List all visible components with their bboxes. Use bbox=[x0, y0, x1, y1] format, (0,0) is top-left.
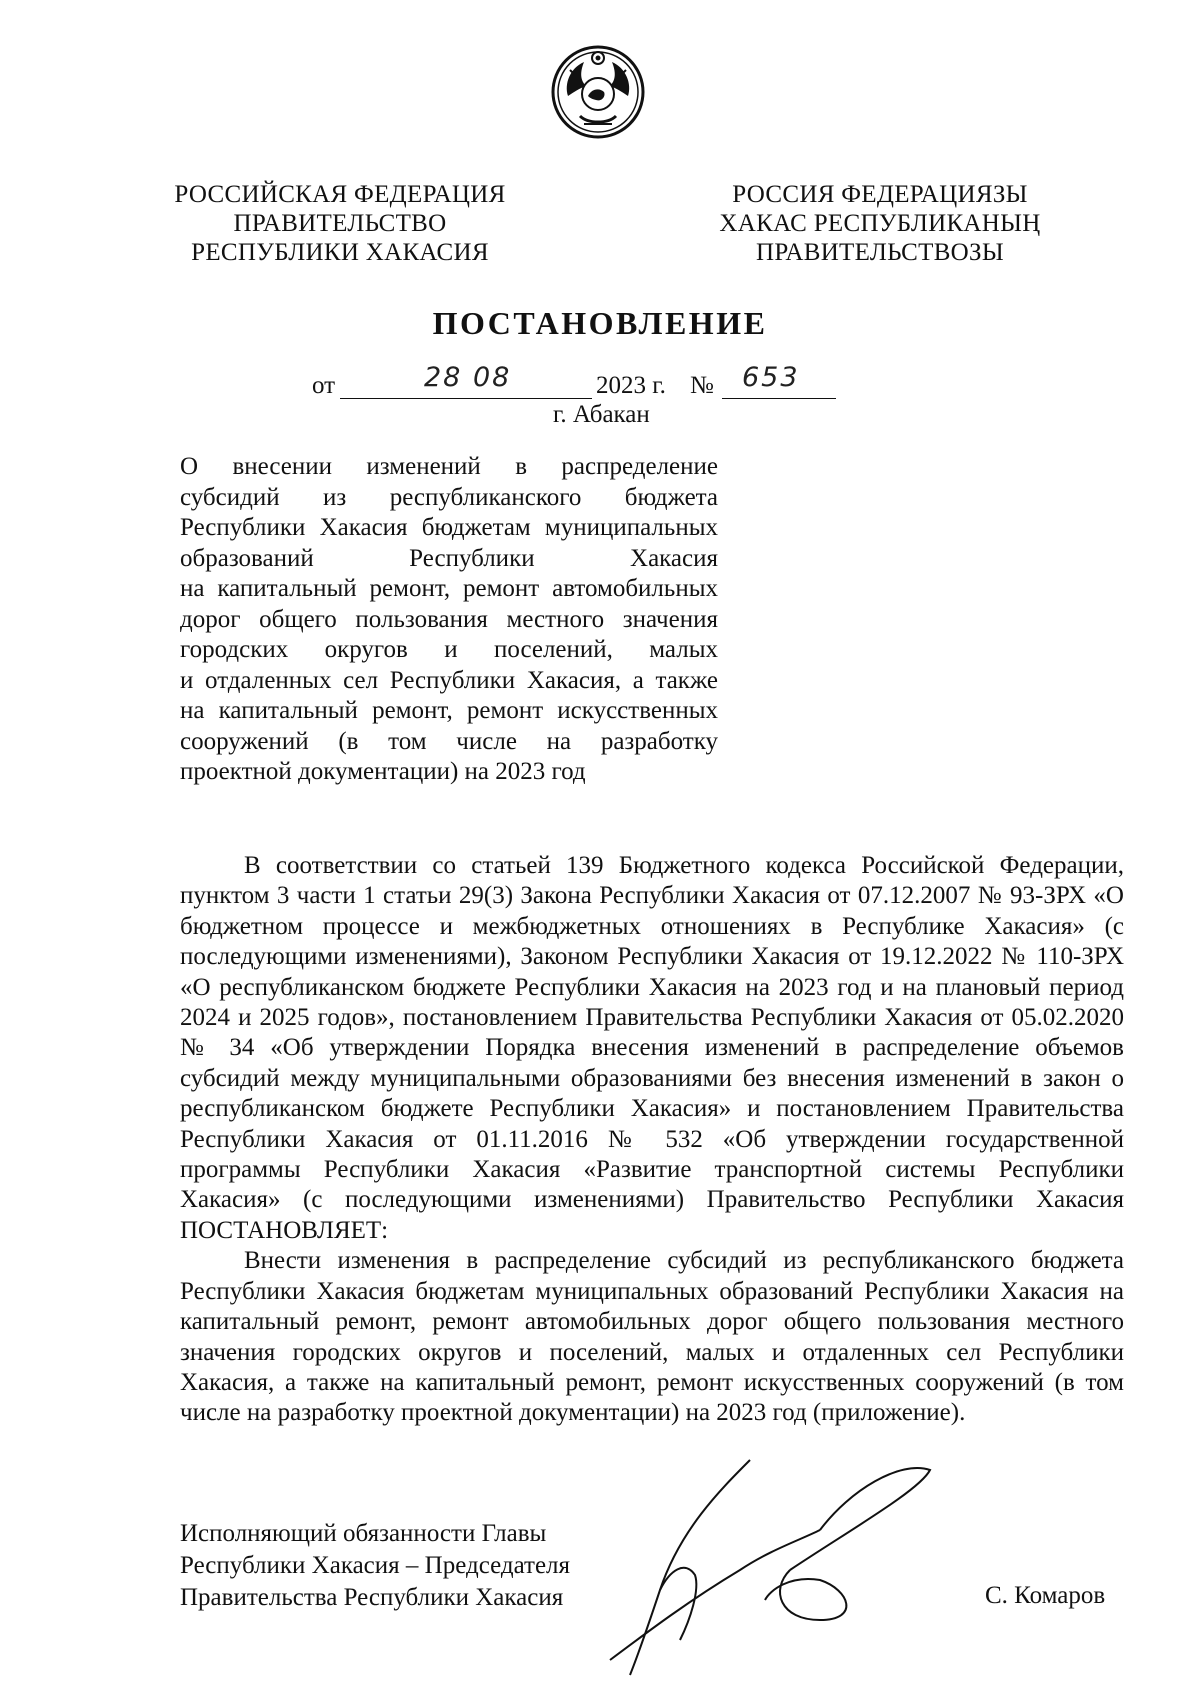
header-left-line: ПРАВИТЕЛЬСТВО bbox=[233, 210, 447, 237]
city-label: г. Абакан bbox=[553, 401, 650, 428]
header-right-block bbox=[700, 180, 1060, 267]
document-subject bbox=[180, 452, 718, 788]
signer-position-line: Правительства Республики Хакасия bbox=[180, 1584, 564, 1611]
subject-line: городских округов и поселений, малых bbox=[180, 636, 718, 663]
year-label: 2023 г. bbox=[596, 372, 666, 399]
signer-position-line: Исполняющий обязанности Главы bbox=[180, 1520, 547, 1547]
body-paragraph: В соответствии со статьей 139 Бюджетного кодекса Российской Федерации, пунктом 3 части 1 статьи 29(3) Закона Республики Хакасия от 07.12.2007 № 93-ЗРХ «О бюджетном процессе и межбюджетных отношениях в Республике Хакасия» (с последующими изменениями), Законом Республики Хакасия от 19.12.2022 № 110-ЗРХ «О республиканском бюджете Республики Хакасия на 2023 год и на плановый период 2024 и 2025 годов», постановлением Правительства Республики Хакасия от 05.02.2020 № 34 «Об утверждении Порядка внесения изменений в распределение объемов субсидий между муниципальными образованиями без внесения изменений в закон о республиканском бюджете Республики Хакасия» и постановлением Правительства Республики Хакасия от 01.11.2016 № 532 «Об утверждении государственной программы Республики Хакасия «Развитие транспортной системы Республики Хакасия» (с последующими изменениями) Правительство Республики Хакасия ПОСТАНОВЛЯЕТ: bbox=[180, 852, 1124, 1244]
subject-line: дорог общего пользования местного значения bbox=[180, 605, 718, 633]
date-number-line bbox=[312, 362, 912, 402]
subject-line: на капитальный ремонт, ремонт искусственных bbox=[180, 697, 718, 724]
header-left-block bbox=[160, 180, 520, 267]
signer-name: С. Комаров bbox=[985, 1582, 1106, 1609]
subject-line: О внесении изменений в распределение bbox=[180, 453, 718, 480]
subject-line: сооружений (в том числе на разработку bbox=[180, 727, 718, 755]
document-body bbox=[180, 851, 1124, 1429]
body-paragraph: Внести изменения в распределение субсидий из республиканского бюджета Республики Хакасия бюджетам муниципальных образований Республики Хакасия на капитальный ремонт, ремонт автомобильных дорог общего пользования местного значения городских округов и поселений, малых и отдаленных сел Республики Хакасия, а также на капитальный ремонт, ремонт искусственных сооружений (в том числе на разработку проектной документации) на 2023 год (приложение). bbox=[180, 1247, 1124, 1427]
subject-line: субсидий из республиканского бюджета bbox=[180, 483, 718, 511]
subject-line: и отдаленных сел Республики Хакасия, а также bbox=[180, 666, 718, 694]
signer-position-line: Республики Хакасия – Председателя bbox=[180, 1552, 571, 1579]
header-right-line: РОССИЯ ФЕДЕРАЦИЯЗЫ bbox=[732, 181, 1028, 208]
header-right-line: ПРАВИТЕЛЬСТВОЗЫ bbox=[756, 239, 1004, 266]
document-title: ПОСТАНОВЛЕНИЕ bbox=[432, 305, 768, 341]
date-prefix: от bbox=[312, 372, 336, 399]
subject-line: проектной документации) на 2023 год bbox=[180, 758, 586, 785]
handwritten-number: 653 bbox=[742, 362, 800, 393]
subject-line: образований Республики Хакасия bbox=[180, 544, 718, 572]
republic-of-khakassia-emblem-icon bbox=[550, 44, 646, 140]
handwritten-date: 28 08 bbox=[424, 362, 512, 393]
number-label: № bbox=[690, 372, 714, 399]
header-right-line: ХАКАС РЕСПУБЛИКАНЫҢ bbox=[719, 210, 1041, 237]
header-left-line: РОССИЙСКАЯ ФЕДЕРАЦИЯ bbox=[174, 181, 506, 208]
header-left-line: РЕСПУБЛИКИ ХАКАСИЯ bbox=[191, 239, 489, 266]
subject-line: на капитальный ремонт, ремонт автомобильных bbox=[180, 575, 718, 602]
subject-line: Республики Хакасия бюджетам муниципальных bbox=[180, 514, 718, 541]
handwritten-signature-icon bbox=[520, 1450, 1040, 1690]
